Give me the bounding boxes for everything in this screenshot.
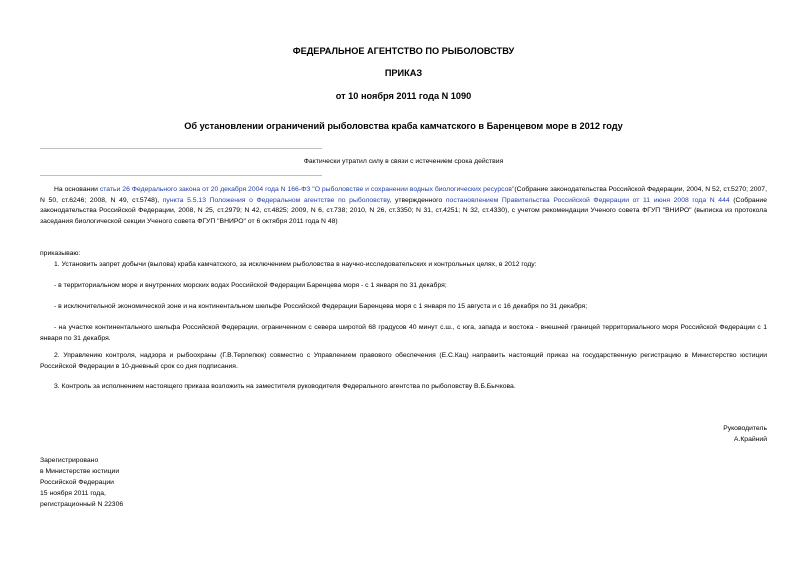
registration-line-1: Зарегистрировано xyxy=(40,457,99,464)
preamble-text-1: На основании xyxy=(54,186,100,193)
document-title: Об установлении ограничений рыболовства краба камчатского в Баренцевом море в 2012 году xyxy=(184,121,623,131)
signature-name: А.Крайний xyxy=(733,436,767,443)
order-item-2: 2. Управлению контроля, надзора и рыбоохраны (Г.В.Терлепюк) совместно с Управлением правового обеспечения (Е.С.Кац) направить настоящий приказ на государственную регистрацию в Министерство юстиции Российской Федерации в 10-дневный срок со дня подписания. xyxy=(40,352,767,370)
agency-heading: ФЕДЕРАЛЬНОЕ АГЕНТСТВО ПО РЫБОЛОВСТВУ xyxy=(292,46,515,56)
order-item-1: 1. Установить запрет добычи (вылова) краба камчатского, за исключением рыболовства в научно-исследовательских и контрольных целях, в 2012 году: xyxy=(54,261,537,268)
order-item-1-eez: - в исключительной экономической зоне и на континентальном шельфе Российской Федерации Баренцева моря с 1 января по 15 августа и с 16 декабря по 31 декабря; xyxy=(54,303,588,310)
order-item-1-territorial: - в территориальном море и внутренних морских водах Российской Федерации Баренцева моря - с 1 января по 31 декабря; xyxy=(54,282,447,289)
date-number-heading: от 10 ноября 2011 года N 1090 xyxy=(335,91,472,101)
government-decree-link[interactable]: постановлением Правительства Российской Федерации от 11 июня 2008 года N 444 xyxy=(445,196,730,204)
signature-role: Руководитель xyxy=(723,425,767,432)
regulation-link[interactable]: пункта 5.5.13 Положения о Федеральном агентстве по рыболовству xyxy=(162,196,390,204)
preamble-text-3: , утвержденного xyxy=(389,196,446,204)
divider-top xyxy=(40,148,322,149)
preamble-text-4: (Собрание законодательства Российской Федерации, 2008, N 25, ст.2979; N 42, ст.4825; 2009, N 6, ст.738; 2010, N 26, ст.3350; N 31, ст.4251; N 32, ст.4330), с учетом рекомендации Ученого совета ФГУП "ВНИРО" (выписка из протокола заседания биологической секции Ученого совета ФГУП "ВНИРО" от 6 октября 2011 года N 48) xyxy=(40,196,768,225)
law-link[interactable]: статьи 26 Федерального закона от 20 декабря 2004 года N 166-ФЗ "О рыболовстве и сохранении водных биологических ресурсов" xyxy=(99,186,515,193)
preamble-paragraph xyxy=(40,185,767,227)
registration-line-4: 15 ноября 2011 года, xyxy=(40,490,106,497)
divider-bottom xyxy=(40,175,322,176)
status-note: Фактически утратил силу в связи с истечением срока действия xyxy=(303,158,504,165)
order-item-1-shelf: - на участке континентального шельфа Российской Федерации, ограниченном с севера широтой 68 градусов 40 минут с.ш., с юга, запада и востока - внешней границей территориального моря Российской Федерации с 1 января по 31 декабря. xyxy=(40,324,767,342)
registration-line-3: Российской Федерации xyxy=(40,479,114,486)
doc-type-heading: ПРИКАЗ xyxy=(384,68,423,78)
order-item-3: 3. Контроль за исполнением настоящего приказа возложить на заместителя руководителя Федерального агентства по рыболовству В.Б.Бычкова. xyxy=(54,383,516,390)
preamble-text-2: (Собрание законодательства Российской Федерации, 2004, N 52, ст.5270; 2007, N 50, ст.6246; 2008, N 49, ст.5748), xyxy=(40,186,767,204)
order-word: приказываю: xyxy=(40,250,81,257)
registration-line-5: регистрационный N 22306 xyxy=(40,501,124,508)
registration-line-2: в Министерстве юстиции xyxy=(40,468,120,475)
